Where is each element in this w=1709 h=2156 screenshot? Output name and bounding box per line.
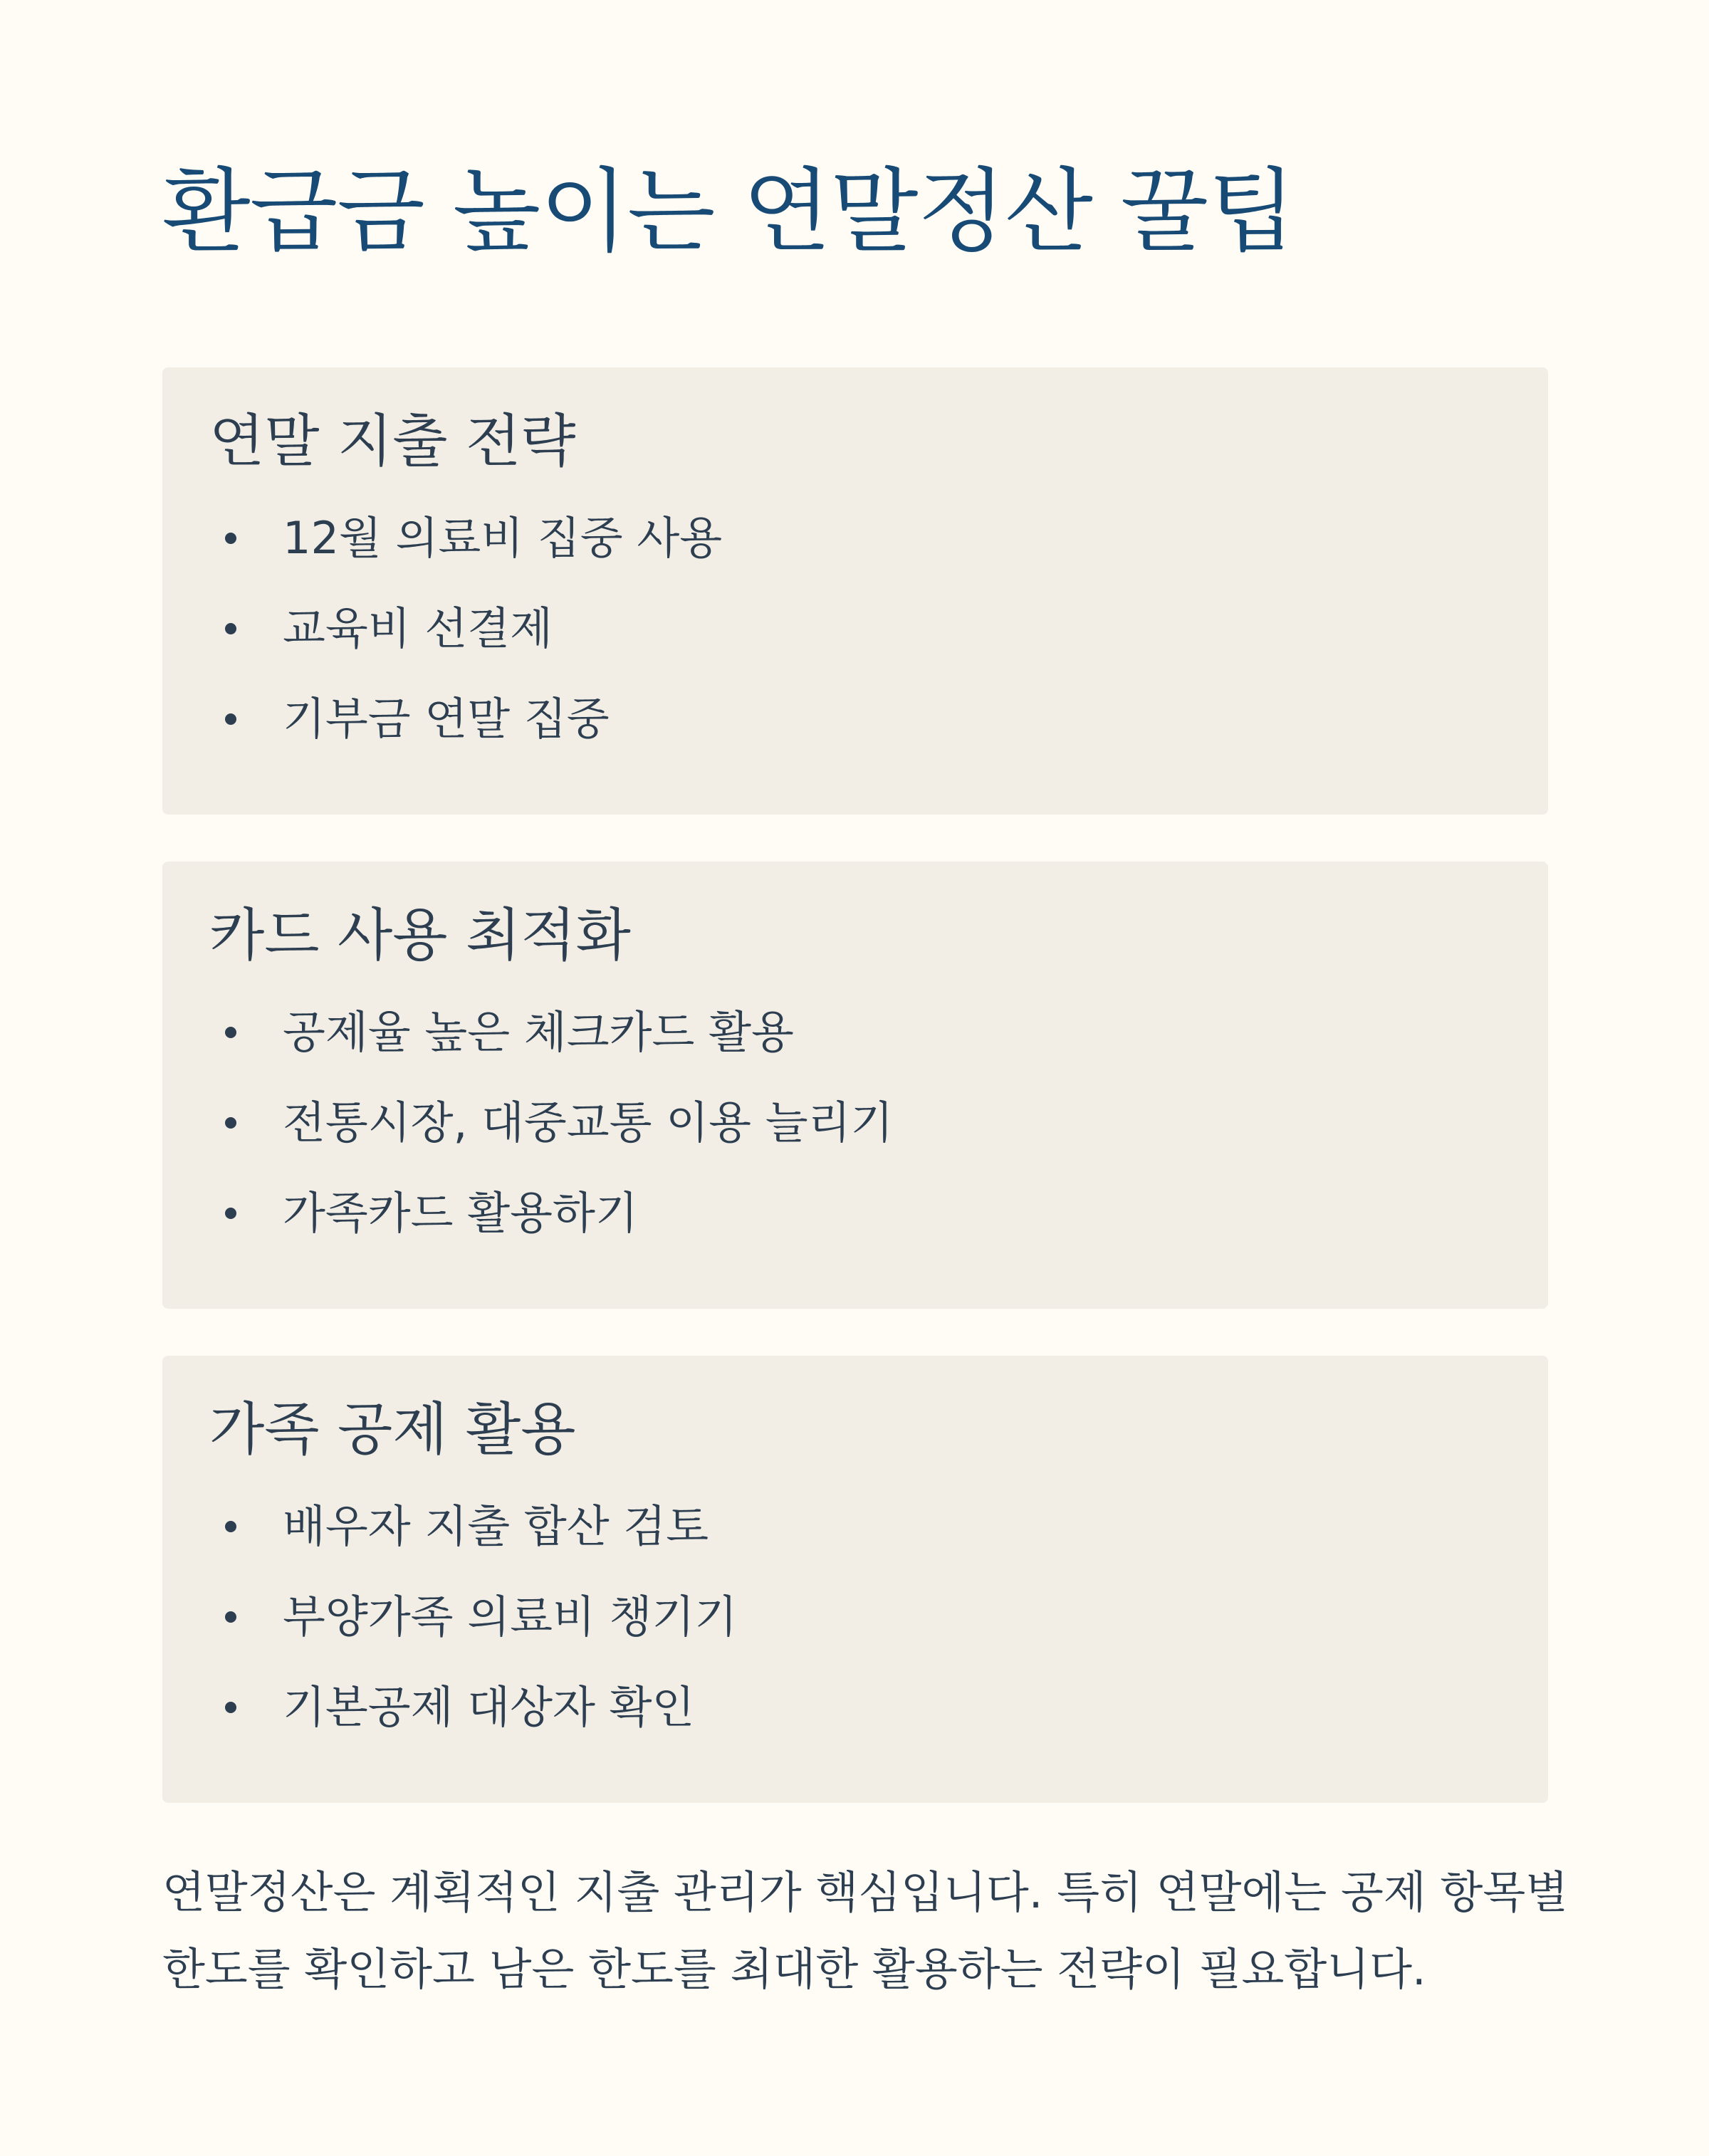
section-heading: 카드 사용 최적화 [209, 902, 631, 968]
bullet-icon [225, 713, 236, 725]
list-item [209, 593, 1501, 684]
tip-list [209, 1491, 1501, 1762]
bullet-icon [225, 623, 236, 634]
list-item-text: 기본공제 대상자 확인 [283, 1681, 695, 1733]
bullet-icon [225, 533, 236, 544]
summary-line-1: 연말정산은 계획적인 지출 관리가 핵심입니다. 특히 연말에는 공제 항목별 [162, 1866, 1569, 1918]
list-item [209, 1087, 1501, 1178]
section-card-optimization [162, 862, 1548, 1309]
list-item [209, 1672, 1501, 1762]
bullet-icon [225, 1027, 236, 1038]
bullet-icon [225, 1208, 236, 1219]
list-item-text: 배우자 지출 합산 검토 [283, 1500, 709, 1552]
section-spending-strategy [162, 367, 1548, 815]
list-item [209, 1581, 1501, 1672]
list-item-text: 부양가족 의료비 챙기기 [283, 1591, 738, 1643]
bullet-icon [225, 1521, 236, 1532]
list-item-text: 전통시장, 대중교통 이용 늘리기 [283, 1097, 894, 1148]
bullet-icon [225, 1611, 236, 1623]
bullet-icon [225, 1117, 236, 1129]
section-heading: 가족 공제 활용 [209, 1396, 576, 1462]
bullet-icon [225, 1702, 236, 1713]
list-item [209, 1178, 1501, 1268]
list-item [209, 997, 1501, 1087]
list-item-text: 12월 의료비 집중 사용 [283, 512, 723, 564]
list-item-text: 공제율 높은 체크카드 활용 [283, 1006, 794, 1058]
section-heading: 연말 지출 전략 [209, 408, 576, 474]
tip-list [209, 503, 1501, 774]
section-family-deduction [162, 1356, 1548, 1803]
list-item-text: 기부금 연말 집중 [283, 693, 610, 745]
summary-line-2: 한도를 확인하고 남은 한도를 최대한 활용하는 전략이 필요합니다. [162, 1943, 1426, 1995]
tip-sections [162, 367, 1547, 1803]
page-title: 환급금 높이는 연말정산 꿀팁 [162, 159, 1295, 265]
list-item [209, 503, 1501, 593]
list-item-text: 가족카드 활용하기 [283, 1187, 638, 1239]
tip-list [209, 997, 1501, 1268]
list-item [209, 1491, 1501, 1581]
summary-paragraph [162, 1854, 1569, 2008]
list-item [209, 684, 1501, 774]
list-item-text: 교육비 선결제 [283, 602, 553, 654]
